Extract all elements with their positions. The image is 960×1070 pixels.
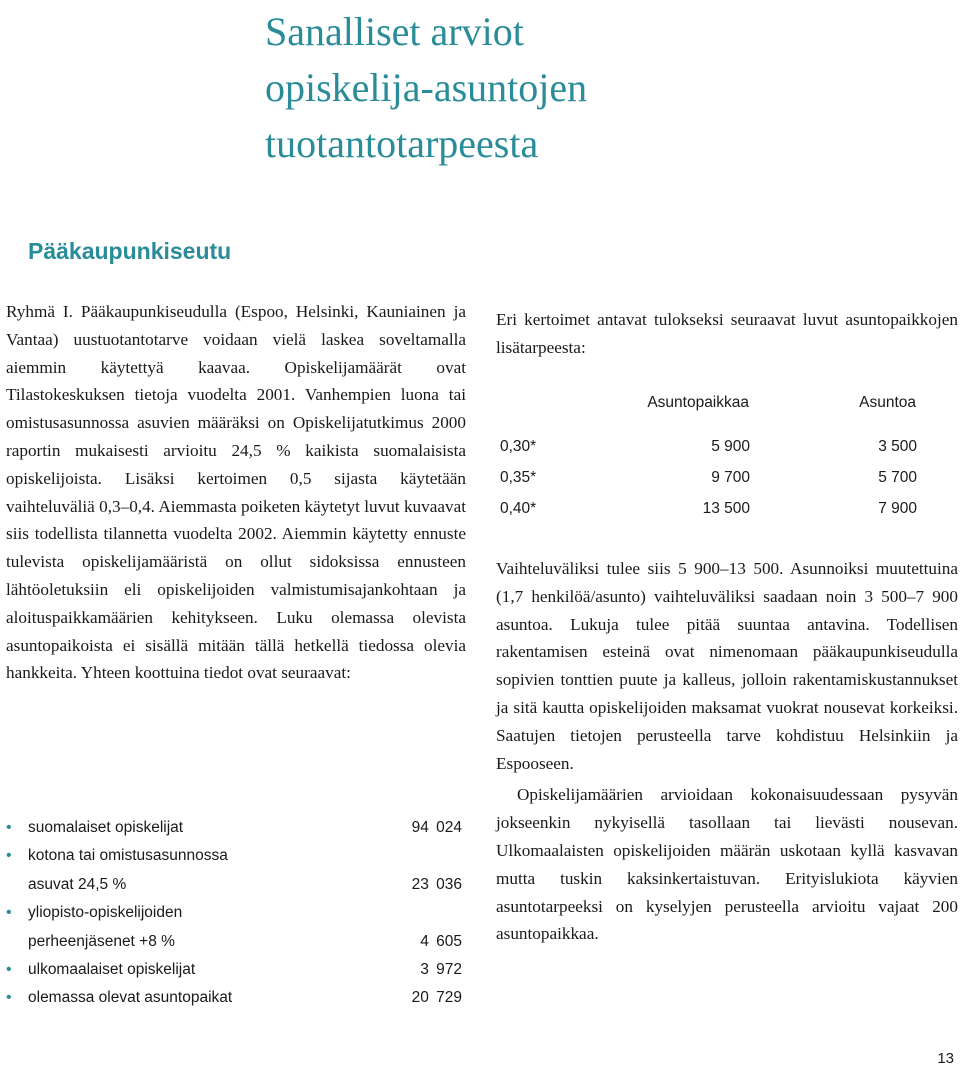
cell-coefficient: 0,35* bbox=[500, 469, 537, 486]
cell-places: 13 500 bbox=[702, 500, 750, 517]
page-title bbox=[265, 4, 925, 172]
stats-label: ulkomaalaiset opiskelijat bbox=[28, 961, 196, 979]
stats-label: kotona tai omistusasunnossa bbox=[28, 847, 228, 865]
stats-label: yliopisto-opiskelijoiden bbox=[28, 904, 183, 922]
right-column bbox=[496, 306, 958, 362]
right-paragraph-2: Opiskelijamäärien arvioidaan kokonaisuudessaan pysyvän jokseenkin nykyisellä tasollaan tai lievästi nousevan. Ulkomaalaisten opiskelijoiden määrän uskotaan kyllä kasvavan mutta tuskin kaksinkertaistuvan. Erityislukiota käyvien asuntotarpeeksi on kyselyjen perusteella arvioitu vajaat 200 asuntopaikkaa. bbox=[496, 785, 958, 944]
stats-value: 20 729 bbox=[411, 989, 462, 1007]
stats-item bbox=[6, 814, 462, 842]
bullet-icon: • bbox=[6, 961, 12, 979]
stats-label-cont: perheenjäsenet +8 % bbox=[28, 932, 175, 950]
stats-item bbox=[6, 956, 462, 984]
stats-value: 3 972 bbox=[420, 961, 462, 979]
section-heading: Pääkaupunkiseutu bbox=[28, 238, 232, 264]
right-intro: Eri kertoimet antavat tulokseksi seuraavat luvut asuntopaikkojen lisätarpeesta: bbox=[496, 310, 958, 357]
left-column bbox=[6, 298, 466, 687]
bullet-icon: • bbox=[6, 904, 12, 922]
page-number: 13 bbox=[937, 1050, 954, 1067]
bullet-icon: • bbox=[6, 819, 12, 836]
cell-places: 5 900 bbox=[711, 438, 750, 455]
right-column-lower bbox=[496, 555, 958, 948]
stats-value: 23 036 bbox=[411, 875, 462, 893]
stats-value: 94 024 bbox=[411, 819, 462, 836]
stats-item bbox=[6, 984, 462, 1012]
stats-label: suomalaiset opiskelijat bbox=[28, 819, 184, 836]
right-paragraph-1: Vaihteluväliksi tulee siis 5 900–13 500. Asunnoiksi muutettuina (1,7 henkilöä/asunto) vaihteluväliksi saadaan noin 3 500–7 900 asuntoa. Lukuja tulee pitää suuntaa antavina. Todellisen rakentamisen esteinä ovat nimenomaan pääkaupunkiseudulla sopivien tonttien puute ja kalleus, jolloin rakentamiskustannukset ja sitä kautta opiskelijoiden maksamat vuokrat nousevat korkeiksi. Saatujen tietojen perusteella tarve kohdistuu Helsinkiin ja Espooseen. bbox=[496, 559, 958, 773]
bullet-icon: • bbox=[6, 847, 12, 865]
cell-places: 9 700 bbox=[711, 469, 750, 486]
table-row bbox=[497, 438, 927, 469]
bullet-icon: • bbox=[6, 989, 12, 1007]
cell-apartments: 3 500 bbox=[878, 438, 917, 455]
title-line-2: opiskelija-asuntojen bbox=[265, 65, 588, 110]
stats-item bbox=[6, 842, 462, 899]
stats-list bbox=[6, 814, 462, 1013]
title-line-1: Sanalliset arviot bbox=[265, 9, 524, 54]
cell-coefficient: 0,30* bbox=[500, 438, 537, 455]
header-asuntopaikkaa: Asuntopaikkaa bbox=[647, 394, 749, 411]
table-body bbox=[497, 438, 927, 531]
stats-item bbox=[6, 899, 462, 956]
cell-coefficient: 0,40* bbox=[500, 500, 537, 517]
stats-value: 4 605 bbox=[420, 932, 462, 950]
cell-apartments: 5 700 bbox=[878, 469, 917, 486]
header-asuntoa: Asuntoa bbox=[859, 394, 916, 411]
stats-label: olemassa olevat asuntopaikat bbox=[28, 989, 233, 1007]
estimates-table bbox=[497, 394, 927, 531]
stats-label-cont: asuvat 24,5 % bbox=[28, 875, 127, 893]
title-line-3: tuotantotarpeesta bbox=[265, 121, 539, 166]
left-paragraph: Ryhmä I. Pääkaupunkiseudulla (Espoo, Helsinki, Kauniainen ja Vantaa) uustuotantotarve voidaan vielä laskea soveltamalla aiemmin käytettyä kaavaa. Opiskelijamäärät ovat Tilastokeskuksen tietoja vuodelta 2001. Vanhempien luona tai omistusasunnossa asuvien määräksi on Opiskelijatutkimus 2000 raportin mukaisesti arvioitu 24,5 % kaikista suomalaisista opiskelijoista. Lisäksi kertoimen 0,5 sijasta käytetään vaihteluväliä 0,3–0,4. Aiemmasta poiketen käytetyt luvut kuvaavat siis todellista tilannetta vuodelta 2002. Aiemmin käytetty ennuste tulevista opiskelijamääristä on ollut sidoksissa ennusteen lähtöoletuksiin eli opiskelijoiden valmistumisajankohtaan ja aloituspaikkamäärien kehitykseen. Luku olemassa olevista asuntopaikoista ei sisällä mitään tällä hetkellä tiedossa olevia hankkeita. Yhteen koottuina tiedot ovat seuraavat: bbox=[6, 302, 466, 683]
table-header bbox=[497, 394, 927, 424]
cell-apartments: 7 900 bbox=[878, 500, 917, 517]
table-row bbox=[497, 500, 927, 531]
table-row bbox=[497, 469, 927, 500]
